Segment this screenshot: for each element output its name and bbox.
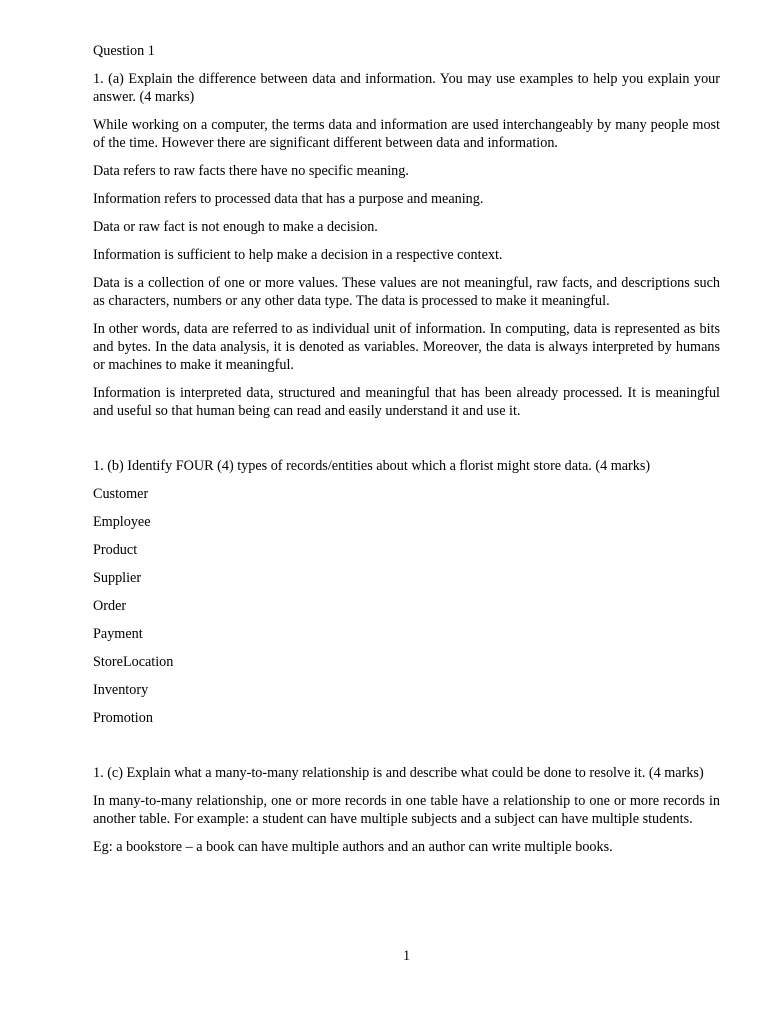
part-a-paragraph: In other words, data are referred to as individual unit of information. In computing, data is represented as bits and bytes. In the data analysis, it is denoted as variables. Moreover, the data is always interpreted by humans or machines to make it meaningful. xyxy=(93,321,720,373)
list-item: Promotion xyxy=(93,710,153,726)
part-b-heading: 1. (b) Identify FOUR (4) types of records/entities about which a florist might store data. (4 marks) xyxy=(93,458,651,474)
list-item: Payment xyxy=(93,626,143,642)
page-number: 1 xyxy=(402,948,411,964)
section-spacer xyxy=(93,430,720,457)
part-a-paragraph: Information is interpreted data, structured and meaningful that has been already processed. It is meaningful and useful so that human being can read and easily understand it and use it. xyxy=(93,385,720,419)
part-a-paragraph: Information refers to processed data that has a purpose and meaning. xyxy=(93,191,484,207)
part-c-paragraph: In many-to-many relationship, one or more records in one table have a relationship to one or more records in another table. For example: a student can have multiple subjects and a subject can have multiple students. xyxy=(93,793,720,827)
list-item: StoreLocation xyxy=(93,654,174,670)
question-title: Question 1 xyxy=(93,43,155,59)
list-item: Customer xyxy=(93,486,149,502)
page-content xyxy=(93,42,720,866)
part-a-paragraph: Data refers to raw facts there have no specific meaning. xyxy=(93,163,409,179)
part-a-paragraph: Data is a collection of one or more values. These values are not meaningful, raw facts, and descriptions such as characters, numbers or any other data type. The data is processed to make it meaningful. xyxy=(93,275,720,309)
part-c-paragraph: Eg: a bookstore – a book can have multiple authors and an author can write multiple books. xyxy=(93,839,613,855)
part-a-paragraph: While working on a computer, the terms data and information are used interchangeably by many people most of the time. However there are significant different between data and information. xyxy=(93,117,720,151)
part-c-heading: 1. (c) Explain what a many-to-many relationship is and describe what could be done to resolve it. (4 marks) xyxy=(93,765,704,781)
part-a-paragraph: Information is sufficient to help make a decision in a respective context. xyxy=(93,247,503,263)
list-item: Supplier xyxy=(93,570,142,586)
list-item: Product xyxy=(93,542,138,558)
part-a-heading: 1. (a) Explain the difference between data and information. You may use examples to help you explain your answer. (4 marks) xyxy=(93,71,720,105)
list-item: Employee xyxy=(93,514,151,530)
list-item: Order xyxy=(93,598,127,614)
list-item: Inventory xyxy=(93,682,149,698)
section-spacer xyxy=(93,737,720,764)
part-a-paragraph: Data or raw fact is not enough to make a decision. xyxy=(93,219,378,235)
